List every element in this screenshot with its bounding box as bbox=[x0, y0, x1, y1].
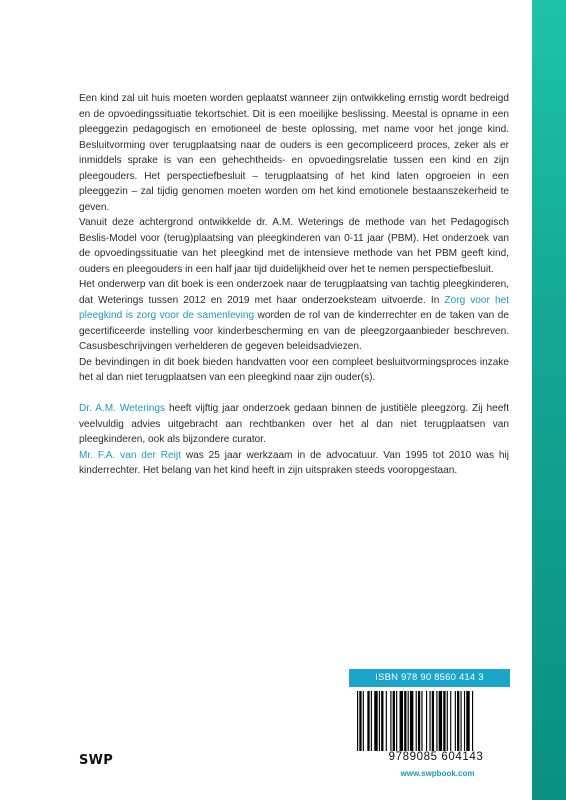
barcode-bar bbox=[461, 691, 462, 751]
barcode-bar bbox=[371, 691, 372, 751]
back-cover-text bbox=[79, 91, 509, 479]
subject-text-after: worden de rol van de kinderrechter en de taken van de gecertificeerde instelling voor kinderbescherming en van de pleegzorgaanbieder beschreven. Casusbeschrijvingen verhelderen de gegeven beleidsadviezen. bbox=[79, 310, 509, 352]
barcode-bar bbox=[432, 691, 434, 751]
barcode-bars bbox=[355, 691, 510, 751]
paragraph-subject bbox=[79, 277, 509, 355]
barcode-bar bbox=[429, 691, 430, 751]
paragraph-intro: Een kind zal uit huis moeten worden geplaatst wanneer zijn ontwikkeling ernstig wordt bedreigd en de opvoedingssituatie tekortschiet. Dit is een moeilijke beslissing. Meestal is opname in een pleeggezin pedagogisch en emotioneel de beste oplossing, met name voor het jonge kind. Besluitvorming over terugplaatsing naar de ouders is een gecompliceerd proces, zeker als er inmiddels sprake is van een gehechtheids- en opvoedingsrelatie tussen een kind en zijn pleegouders. Het perspectiefbesluit – terugplaatsing of het kind laten opgroeien in een pleeggezin – zal tijdig genomen moeten worden om het kind emotionele bestaanszekerheid te geven. bbox=[79, 93, 509, 213]
paragraph-method: Vanuit deze achtergrond ontwikkelde dr. A.M. Weterings de methode van het Pedagogisch Beslis-Model voor (terug)plaatsing van pleegkinderen van 0-11 jaar (PBM). Het onderzoek van de opvoedingssituatie van het pleegkind met de intensieve methode van het PBM geeft kind, ouders en pleegouders in een half jaar tijd duidelijkheid over het te nemen perspectiefbesluit. bbox=[79, 217, 509, 275]
barcode-bar bbox=[381, 691, 383, 751]
author-bio-2 bbox=[79, 448, 509, 479]
barcode-bar bbox=[410, 691, 413, 751]
barcode-bar bbox=[359, 691, 361, 751]
barcode-bar bbox=[457, 691, 459, 751]
barcode-bar bbox=[421, 691, 422, 751]
barcode-bar bbox=[466, 691, 469, 751]
author-name-2: Mr. F.A. van der Reijt bbox=[79, 449, 181, 461]
barcode-bar bbox=[367, 691, 369, 751]
barcode-number: 9789085 604143 bbox=[368, 751, 504, 764]
author-bio-text-2: was 25 jaar werkzaam in de advocatuur. Van 1995 tot 2010 was hij kinderrechter. Het belang van het kind heeft in zijn uitspraken steeds vooropgestaan. bbox=[79, 449, 509, 476]
barcode-bar bbox=[357, 691, 358, 751]
isbn-label: ISBN 978 90 8560 414 3 bbox=[349, 669, 510, 687]
barcode-bar bbox=[447, 691, 448, 751]
subject-text-before: Het onderwerp van dit boek is een onderzoek naar de terugplaatsing van tachtig pleegkinderen, dat Weterings tussen 2012 en 2019 met haar onderzoeksteam uitvoerde. In bbox=[79, 279, 509, 306]
barcode-bar bbox=[416, 691, 417, 751]
side-color-bar bbox=[532, 0, 566, 800]
book-title-reference: Zorg voor het pleegkind is zorg voor de samenleving bbox=[79, 294, 509, 321]
barcode-bar bbox=[390, 691, 391, 751]
barcode-bar bbox=[464, 691, 465, 751]
barcode-bar bbox=[396, 691, 397, 751]
barcode-bar bbox=[393, 691, 395, 751]
barcode-bar bbox=[400, 691, 403, 751]
barcode-bar bbox=[408, 691, 409, 751]
website-link[interactable]: www.swpbook.com bbox=[400, 769, 475, 778]
barcode-bar bbox=[472, 691, 473, 751]
barcode-bar bbox=[439, 691, 442, 751]
barcode-bar bbox=[455, 691, 456, 751]
barcode-bar bbox=[436, 691, 437, 751]
author-name-1: Dr. A.M. Weterings bbox=[79, 403, 166, 414]
barcode-bar bbox=[386, 691, 387, 751]
barcode-bar bbox=[443, 691, 445, 751]
barcode-bar bbox=[374, 691, 377, 751]
barcode-bar bbox=[379, 691, 380, 751]
author-bio-1 bbox=[79, 401, 509, 448]
barcode-bar bbox=[404, 691, 406, 751]
paragraph-findings: De bevindingen in dit boek bieden handvatten voor een compleet besluitvormingsproces inzake het al dan niet terugplaatsen van een pleegkind naar zijn ouder(s). bbox=[79, 356, 509, 383]
barcode-bar bbox=[450, 691, 451, 751]
barcode-bar bbox=[363, 691, 364, 751]
author-bio-text-1: heeft vijftig jaar onderzoek gedaan binnen de justitiële pleegzorg. Zij heeft veelvuldig advies uitgebracht aan rechtbanken over het al dan niet terugplaatsen van pleegkinderen, ook als bijzondere curator. bbox=[79, 403, 510, 445]
barcode-bar bbox=[418, 691, 420, 751]
barcode-bar bbox=[426, 691, 427, 751]
publisher-logo: SWP bbox=[79, 753, 114, 768]
